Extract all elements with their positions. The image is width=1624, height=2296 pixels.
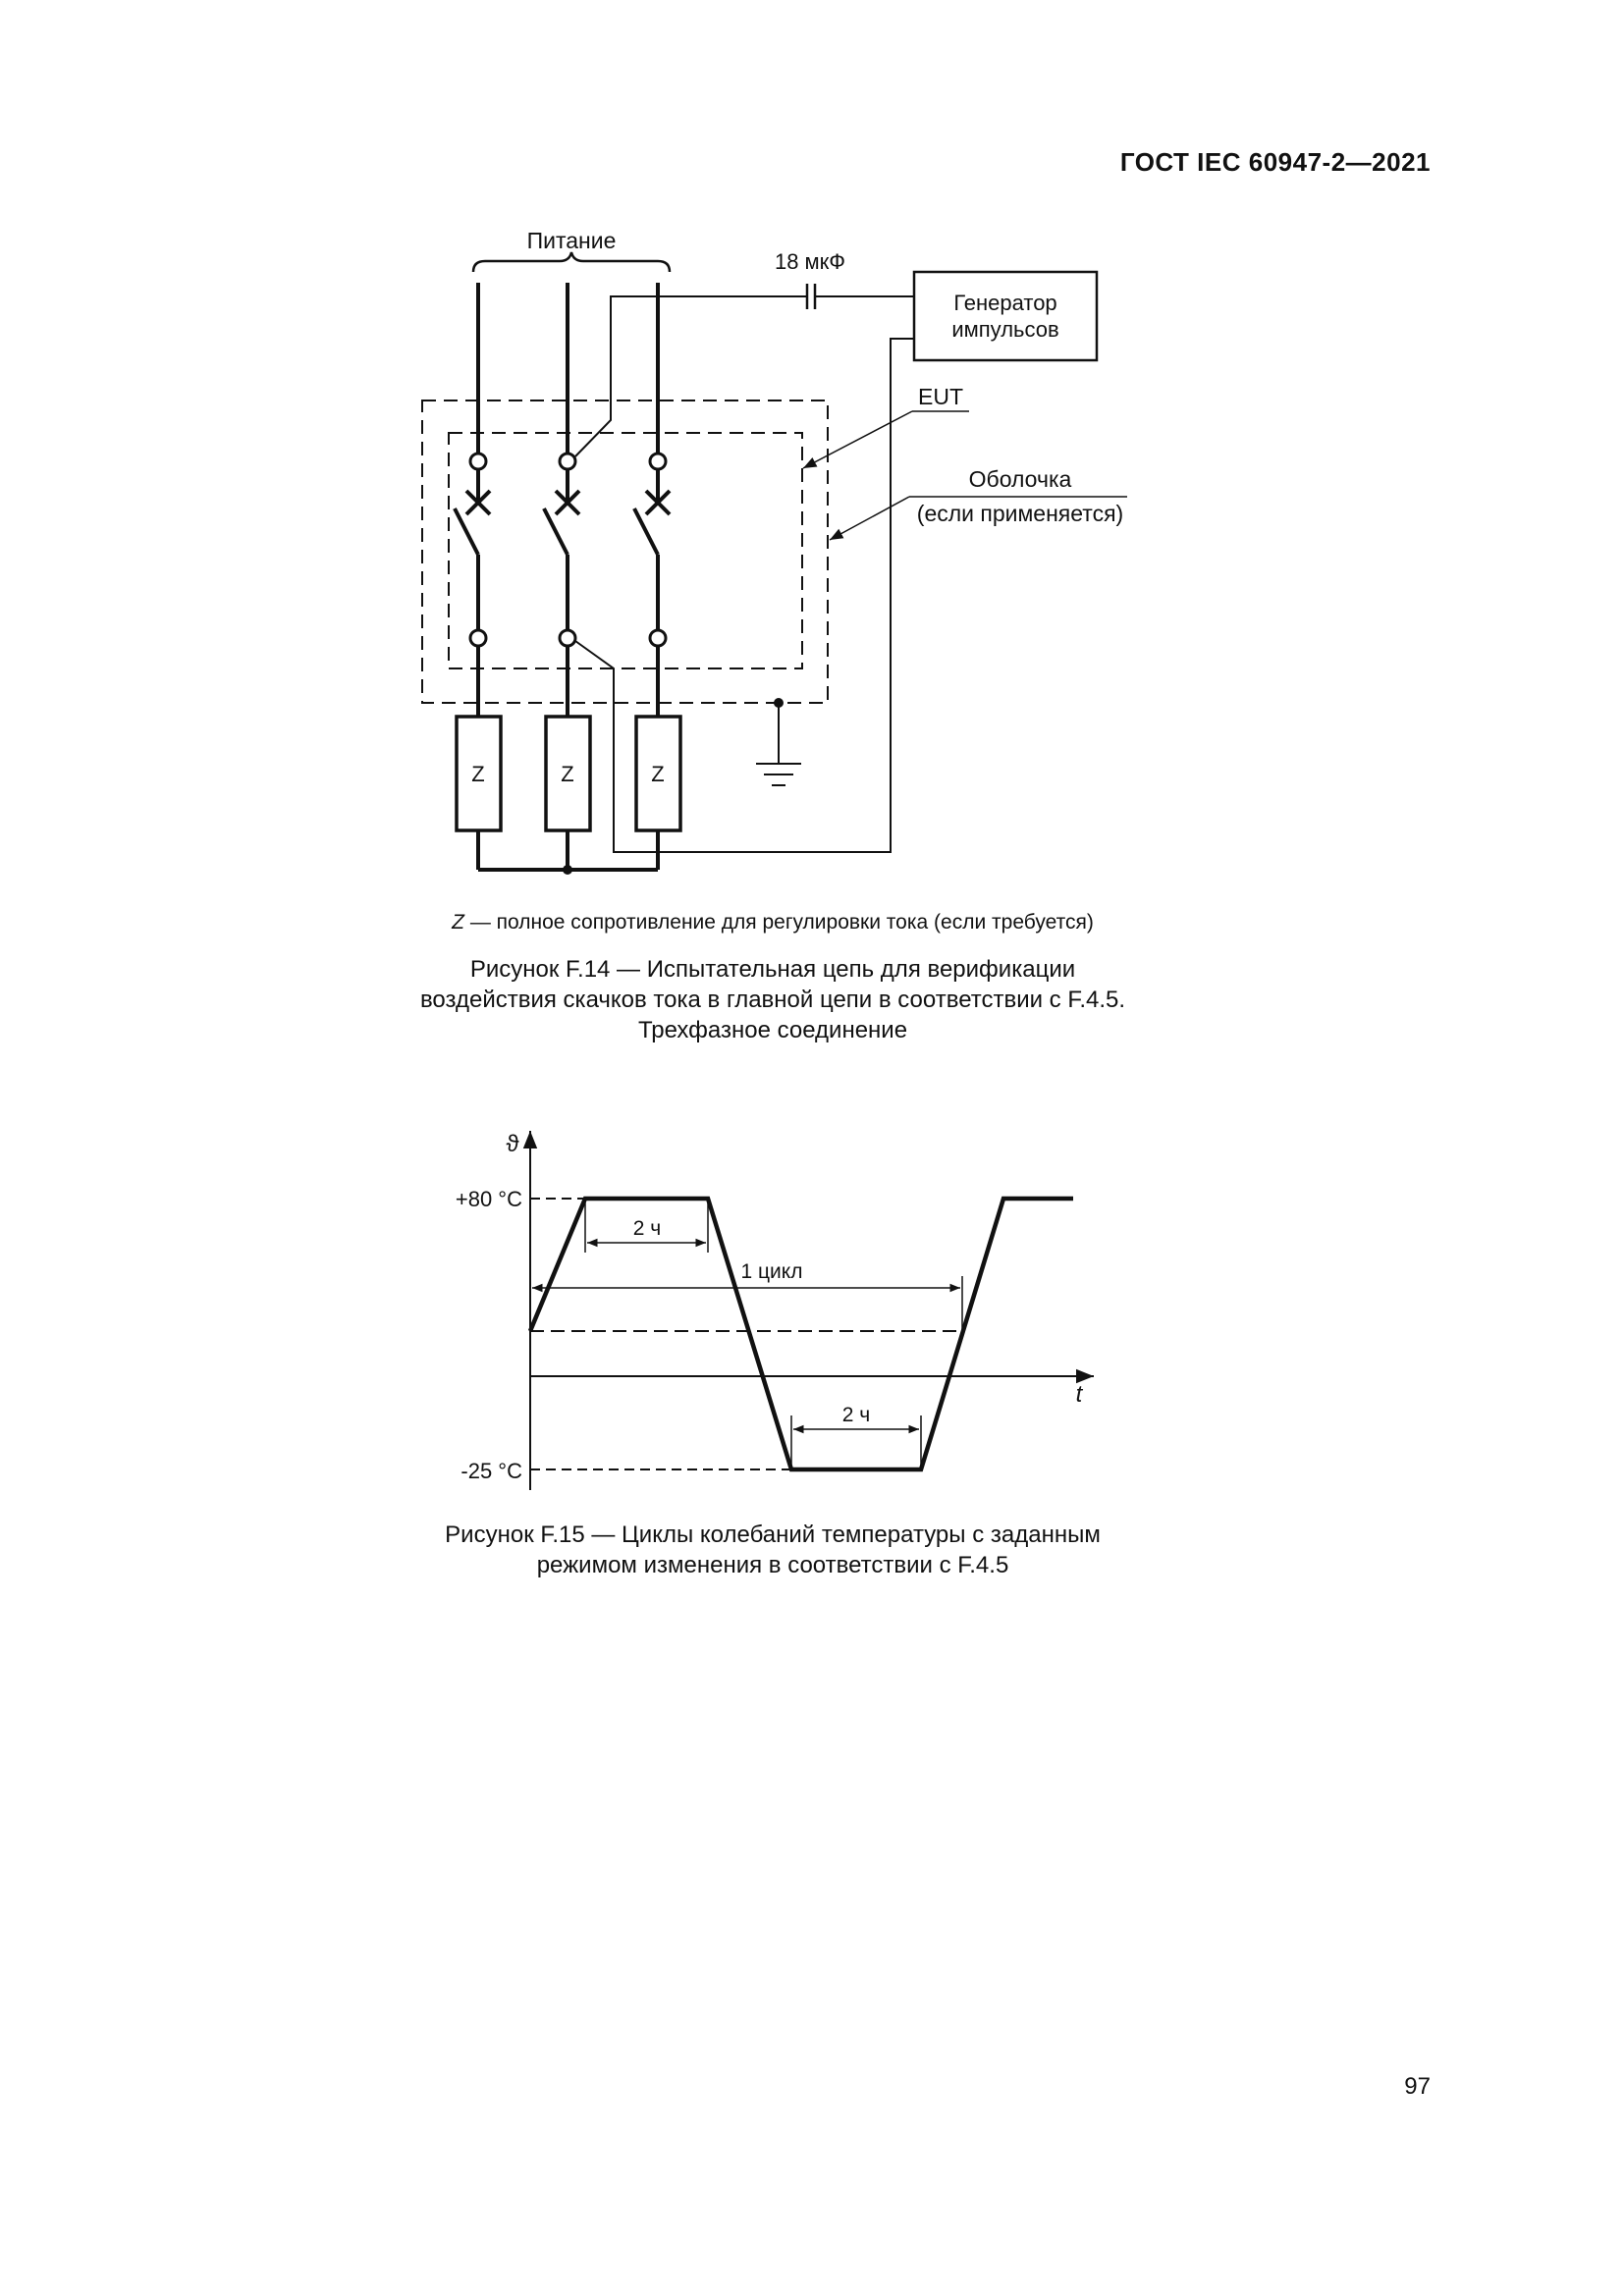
legend-text: — полное сопротивление для регулировки тока (если требуется) — [464, 911, 1094, 934]
impedance-label-3: Z — [651, 762, 665, 786]
caption-f14-line1: Рисунок F.14 — Испытательная цепь для верификации — [469, 956, 1076, 983]
enclosure-label-line1: Оболочка — [968, 466, 1072, 492]
caption-f15-line1: Рисунок F.15 — Циклы колебаний температуры с заданным — [445, 1522, 1101, 1548]
dwell-high-label: 2 ч — [632, 1217, 662, 1240]
document-header: ГОСТ IEC 60947-2—2021 — [1119, 147, 1431, 177]
generator-label-line1: Генератор — [953, 291, 1057, 315]
caption-f14-line3: Трехфазное соединение — [637, 1017, 908, 1043]
eut-label: EUT — [918, 384, 963, 409]
generator-label-line2: импульсов — [951, 317, 1059, 342]
y-axis-label: ϑ — [506, 1131, 519, 1157]
dwell-low-label: 2 ч — [841, 1404, 871, 1426]
page-number: 97 — [1404, 2073, 1431, 2100]
figure-f15-caption — [0, 1520, 1545, 1580]
impedance-label-1: Z — [471, 762, 485, 786]
enclosure-label-line2: (если применяется) — [916, 501, 1124, 526]
caption-f14-line2: воздействия скачков тока в главной цепи в соответствии с F.4.5. — [419, 987, 1126, 1013]
lower-level-label: -25 °C — [460, 1459, 522, 1483]
legend-symbol: Z — [452, 911, 464, 934]
upper-level-label: +80 °C — [455, 1187, 522, 1211]
cycle-label: 1 цикл — [740, 1260, 803, 1283]
caption-f15-line2: режимом изменения в соответствии с F.4.5 — [536, 1552, 1009, 1578]
impedance-label-2: Z — [561, 762, 574, 786]
capacitor-label: 18 мкФ — [774, 249, 846, 274]
supply-label: Питание — [526, 228, 617, 253]
x-axis-label: t — [1075, 1381, 1083, 1408]
